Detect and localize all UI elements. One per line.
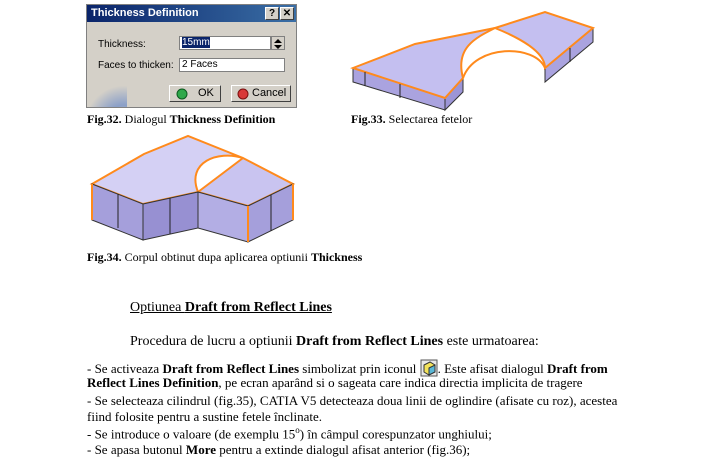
heading-bold: Draft from Reflect Lines [184,300,332,315]
line1-mid: simbolizat prin iconul [299,361,420,376]
faces-value: 2 Faces [182,59,218,70]
fig33-part-drawing [345,4,605,112]
heading-prefix: Optiunea [130,300,185,315]
line2-post: , pe ecran aparând si o sageata care indica directia implicita de tragere [218,375,583,390]
fig34-bold: Thickness [310,250,363,264]
thickness-value: 15mm [182,37,210,48]
line5-post: ) în câmpul corespunzator unghiului; [299,426,492,442]
body-line-4: fiind folosite pentru a sustine fetele înclinate. [87,409,323,424]
spinner-arrows-icon [272,38,284,50]
thickness-label: Thickness: [98,39,146,50]
cancel-label: Cancel [252,87,287,99]
line6-prefix: - Se apasa butonul [87,442,186,457]
fig32-text: Dialogul [121,112,170,126]
faces-label: Faces to thicken: [98,60,174,71]
fig32-bold: Thickness Definition [169,112,276,126]
line5-prefix: - Se introduce o valoare (de exemplu 15 [87,426,296,442]
thickness-definition-dialog [86,4,297,108]
body-line-6 [87,442,470,458]
cancel-button[interactable] [231,85,291,102]
intro-prefix: Procedura de lucru a optiunii [130,334,297,349]
fig32-caption [87,112,275,127]
ok-label: OK [198,87,214,99]
fig32-number: Fig.32. [87,112,122,126]
dialog-title: Thickness Definition [91,7,199,19]
ok-button[interactable] [169,85,221,102]
fig34-part-drawing [88,128,298,244]
line1-prefix: - Se activeaza [87,361,163,376]
close-button[interactable]: ✕ [280,7,294,20]
line6-bold: More [185,442,216,457]
body-line-3: - Se selecteaza cilindrul (fig.35), CATIA V5 detecteaza doua linii de oglindire (afisate cu roz), acestea [87,393,618,408]
line1-post: . Este afisat dialogul [437,361,547,376]
cancel-icon [236,87,250,101]
section-heading [130,300,332,316]
line6-post: pentru a extinde dialogul afisat anterior (fig.36); [216,442,471,457]
line1-bold2: Draft from [547,361,608,376]
faces-field[interactable] [179,58,285,72]
fig33-number: Fig.33. [351,112,386,126]
fig34-number: Fig.34. [87,250,122,264]
body-line-5 [87,425,492,442]
fig34-caption [87,250,362,265]
line1-bold: Draft from Reflect Lines [162,361,300,376]
thickness-spinner[interactable] [271,36,285,50]
fig33-text: Selectarea fetelor [385,112,473,126]
thickness-input[interactable] [179,36,271,50]
intro-suffix: este urmatoarea: [443,334,539,349]
intro-bold: Draft from Reflect Lines [296,334,444,349]
line2-bold: Reflect Lines Definition [87,375,219,390]
body-line-2 [87,375,583,391]
ok-check-icon [175,87,189,101]
help-button[interactable]: ? [265,7,279,20]
fig33-caption [351,112,472,127]
intro-paragraph [130,334,539,350]
degree-sup: o [295,425,300,435]
fig34-text: Corpul obtinut dupa aplicarea optiunii [121,250,311,264]
